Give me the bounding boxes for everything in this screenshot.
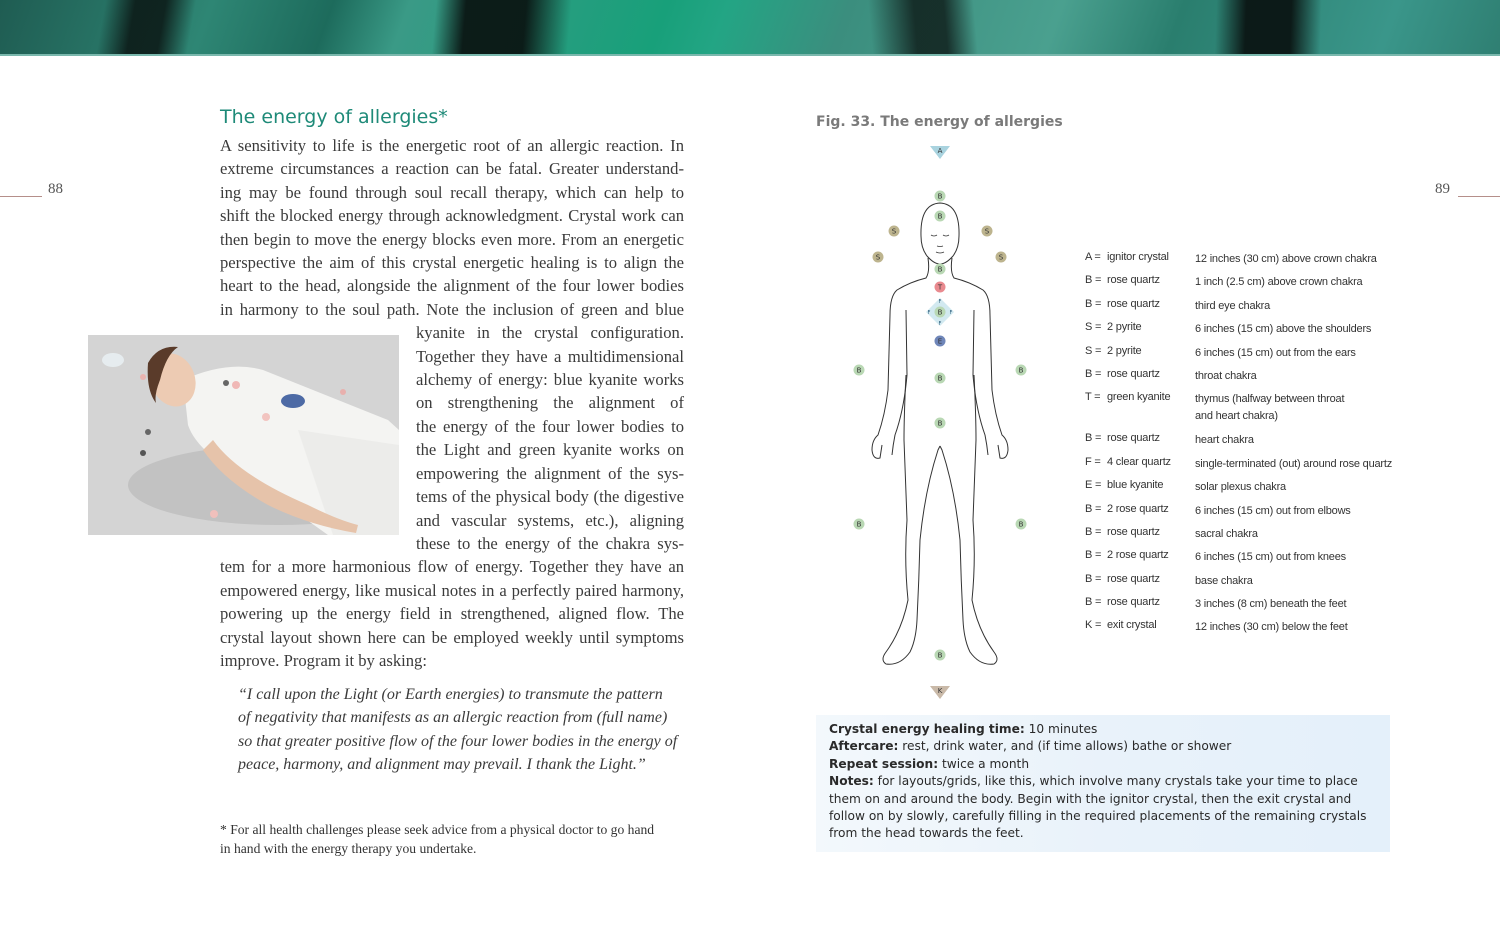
legend-placement: 12 inches (30 cm) above crown chakra bbox=[1195, 253, 1377, 265]
legend-crystal: rose quartz bbox=[1107, 297, 1160, 310]
legend-row bbox=[1085, 298, 1395, 321]
legend-placement: 1 inch (2.5 cm) above crown chakra bbox=[1195, 276, 1363, 289]
svg-text:S: S bbox=[998, 253, 1004, 262]
crystal-legend bbox=[1085, 251, 1395, 643]
notes-label: Notes: bbox=[829, 774, 874, 789]
legend-placement: heart chakra bbox=[1195, 434, 1254, 447]
rose-quartz-marker bbox=[1016, 365, 1027, 376]
legend-key: K = bbox=[1085, 619, 1102, 632]
legend-crystal: 2 pyrite bbox=[1107, 321, 1142, 334]
body-line: ing may be found through soul recall therapy, which can help to bbox=[220, 182, 684, 202]
legend-row bbox=[1085, 619, 1395, 642]
legend-crystal: 4 clear quartz bbox=[1107, 455, 1171, 468]
legend-placement: 6 inches (15 cm) out from the ears bbox=[1195, 346, 1356, 359]
svg-text:B: B bbox=[937, 651, 943, 660]
svg-text:B: B bbox=[937, 212, 943, 221]
healing-time-label: Crystal energy healing time: bbox=[829, 722, 1025, 736]
quote-line: so that greater positive flow of the four lower bodies in the energy of bbox=[238, 732, 678, 750]
svg-text:B: B bbox=[937, 192, 943, 201]
legend-row bbox=[1085, 321, 1395, 344]
legend-row bbox=[1085, 456, 1395, 479]
legend-key: B = bbox=[1085, 549, 1102, 562]
crystal-markers bbox=[854, 146, 1027, 699]
legend-placement: 3 inches (8 cm) beneath the feet bbox=[1195, 598, 1347, 611]
healing-time-value: 10 minutes bbox=[1024, 722, 1098, 736]
legend-crystal: 2 pyrite bbox=[1107, 344, 1142, 357]
pyrite-marker bbox=[889, 226, 900, 237]
rose-quartz-marker bbox=[935, 650, 946, 661]
svg-text:K: K bbox=[937, 687, 943, 695]
legend-key: T = bbox=[1085, 391, 1101, 404]
notes-value: for layouts/grids, like this, which involve many crystals take your time to place them on and around the body. Begin with the ignitor crystal, then the exit crystal and follow on by slowly, carefully filling in the required placements of the remaining crystals from the head towards the feet. bbox=[829, 774, 1367, 841]
body-line: the Light and green kyanite works on bbox=[416, 440, 684, 460]
legend-row bbox=[1085, 526, 1395, 549]
legend-row bbox=[1085, 345, 1395, 368]
svg-text:B: B bbox=[856, 366, 862, 375]
body-line: on strengthening the alignment of bbox=[416, 393, 684, 413]
legend-crystal: 2 rose quartz bbox=[1107, 502, 1169, 515]
quote-line: peace, harmony, and alignment may prevail. I thank the Light.” bbox=[238, 756, 646, 774]
legend-crystal: rose quartz bbox=[1107, 274, 1160, 287]
svg-text:B: B bbox=[856, 520, 862, 529]
body-line: extreme circumstances a reaction can be fatal. Greater understand- bbox=[220, 159, 684, 179]
clear-quartz-marker: F bbox=[938, 321, 942, 327]
svg-text:S: S bbox=[875, 253, 881, 262]
repeat-value: twice a month bbox=[938, 756, 1030, 771]
legend-key: E = bbox=[1085, 479, 1102, 492]
page-number-right: 89 bbox=[1435, 181, 1450, 197]
legend-placement: 6 inches (15 cm) out from elbows bbox=[1195, 504, 1351, 517]
aftercare bbox=[829, 738, 1390, 755]
legend-key: B = bbox=[1085, 432, 1102, 445]
body-line: in harmony to the soul path. Note the inclusion of green and blue bbox=[220, 299, 684, 319]
folio-rule-left bbox=[0, 196, 42, 197]
svg-text:A: A bbox=[937, 147, 943, 155]
rose-quartz-marker bbox=[935, 211, 946, 222]
ignitor-crystal-marker bbox=[930, 146, 950, 159]
malachite-banner bbox=[0, 0, 1500, 56]
body-line: improve. Program it by asking: bbox=[220, 650, 427, 670]
legend-crystal: rose quartz bbox=[1107, 432, 1160, 445]
body-line: tem for a more harmonious flow of energy. Together they have an bbox=[220, 557, 684, 577]
legend-crystal: rose quartz bbox=[1107, 596, 1160, 609]
body-line: and vascular systems, etc.), aligning bbox=[416, 510, 684, 530]
legend-row bbox=[1085, 274, 1395, 297]
repeat-session bbox=[829, 756, 1390, 773]
footnote bbox=[220, 820, 690, 858]
legend-row bbox=[1085, 391, 1395, 432]
figure-title: Fig. 33. The energy of allergies bbox=[816, 114, 1063, 130]
legend-crystal: rose quartz bbox=[1107, 367, 1160, 380]
legend-row bbox=[1085, 573, 1395, 596]
legend-key: B = bbox=[1085, 596, 1102, 609]
legend-crystal: exit crystal bbox=[1107, 619, 1157, 632]
affirmation-quote bbox=[238, 683, 678, 777]
legend-placement: base chakra bbox=[1195, 574, 1253, 587]
legend-placement: thymus (halfway between throat and heart chakra) bbox=[1195, 393, 1345, 423]
legend-key: B = bbox=[1085, 274, 1102, 287]
legend-placement: throat chakra bbox=[1195, 369, 1257, 382]
legend-key: S = bbox=[1085, 321, 1102, 334]
body-line: kyanite in the crystal configuration. bbox=[416, 323, 684, 343]
svg-text:B: B bbox=[937, 374, 943, 383]
body-line: heart to the head, alongside the alignment of the four lower bodies bbox=[220, 276, 684, 296]
body-line: perspective the aim of this crystal energetic healing is to align the bbox=[220, 253, 684, 273]
svg-text:S: S bbox=[891, 227, 897, 236]
crystal-layout-diagram bbox=[820, 140, 1060, 710]
footnote-line: in hand with the energy therapy you undertake. bbox=[220, 841, 477, 856]
session-info-box bbox=[816, 715, 1390, 852]
body-line: crystal layout shown here can be employed weekly until symptoms bbox=[220, 627, 684, 647]
svg-text:B: B bbox=[1018, 366, 1024, 375]
body-line: tems of the physical body (the digestive bbox=[416, 487, 684, 507]
legend-key: B = bbox=[1085, 525, 1102, 538]
legend-key: B = bbox=[1085, 572, 1102, 585]
pyrite-marker bbox=[873, 252, 884, 263]
clear-quartz-marker: F bbox=[938, 299, 942, 305]
legend-crystal: green kyanite bbox=[1107, 391, 1171, 404]
legend-row bbox=[1085, 479, 1395, 502]
legend-row bbox=[1085, 596, 1395, 619]
pyrite-marker bbox=[982, 226, 993, 237]
rose-quartz-marker bbox=[935, 191, 946, 202]
photo-illustration bbox=[88, 335, 399, 535]
exit-crystal-marker bbox=[930, 686, 950, 699]
footnote-line: * For all health challenges please seek advice from a physical doctor to go hand bbox=[220, 822, 655, 837]
legend-placement: 6 inches (15 cm) out from knees bbox=[1195, 551, 1346, 564]
legend-key: B = bbox=[1085, 297, 1102, 310]
body-line: alchemy of energy: blue kyanite works bbox=[416, 370, 684, 390]
legend-key: B = bbox=[1085, 367, 1102, 380]
rose-quartz-marker bbox=[854, 365, 865, 376]
body-line: empowered energy, like musical notes in a perfectly paired harmony, bbox=[220, 580, 684, 600]
legend-placement: 6 inches (15 cm) above the shoulders bbox=[1195, 323, 1372, 336]
legend-placement: sacral chakra bbox=[1195, 527, 1258, 540]
legend-placement: 12 inches (30 cm) below the feet bbox=[1195, 621, 1348, 634]
quote-line: “I call upon the Light (or Earth energies) to transmute the pattern bbox=[238, 686, 663, 703]
legend-row bbox=[1085, 432, 1395, 455]
legend-crystal: rose quartz bbox=[1107, 572, 1160, 585]
pyrite-marker bbox=[996, 252, 1007, 263]
section-heading: The energy of allergies* bbox=[220, 106, 448, 128]
rose-quartz-marker bbox=[1016, 519, 1027, 530]
body-line: empowering the alignment of the sys- bbox=[416, 463, 684, 483]
notes bbox=[829, 773, 1374, 843]
legend-row bbox=[1085, 368, 1395, 391]
healing-time bbox=[829, 721, 1390, 738]
clear-quartz-marker: F bbox=[949, 310, 953, 316]
svg-text:S: S bbox=[984, 227, 990, 236]
legend-row bbox=[1085, 503, 1395, 526]
svg-text:B: B bbox=[1018, 520, 1024, 529]
legend-crystal: blue kyanite bbox=[1107, 479, 1164, 492]
legend-crystal: 2 rose quartz bbox=[1107, 549, 1169, 562]
blue-kyanite-marker bbox=[935, 336, 946, 347]
legend-key: A = bbox=[1085, 251, 1101, 263]
svg-text:T: T bbox=[937, 283, 943, 292]
legend-placement: single-terminated (out) around rose quartz bbox=[1195, 457, 1393, 470]
quote-line: of negativity that manifests as an allergic reaction from (full name) bbox=[238, 709, 668, 727]
legend-key: B = bbox=[1085, 502, 1102, 515]
legend-key: S = bbox=[1085, 344, 1102, 357]
body-line: then begin to move the energy blocks even more. From an energetic bbox=[220, 229, 684, 249]
legend-placement: solar plexus chakra bbox=[1195, 481, 1286, 494]
legend-row bbox=[1085, 251, 1395, 274]
body-line: shift the blocked energy through acknowledgment. Crystal work can bbox=[220, 206, 684, 226]
body-line: Together they have a multidimensional bbox=[416, 346, 684, 366]
svg-text:E: E bbox=[937, 337, 943, 346]
aftercare-value: rest, drink water, and (if time allows) bathe or shower bbox=[898, 739, 1232, 754]
page-number-left: 88 bbox=[48, 181, 63, 197]
body-line: the energy of the four lower bodies to bbox=[416, 416, 684, 436]
repeat-label: Repeat session: bbox=[829, 756, 939, 771]
green-kyanite-marker bbox=[935, 282, 946, 293]
svg-text:B: B bbox=[937, 419, 943, 428]
body-line: A sensitivity to life is the energetic root of an allergic reaction. In bbox=[220, 136, 684, 155]
legend-key: F = bbox=[1085, 455, 1101, 468]
rose-quartz-marker bbox=[935, 264, 946, 275]
legend-placement: third eye chakra bbox=[1195, 299, 1271, 312]
aftercare-label: Aftercare: bbox=[829, 739, 899, 754]
svg-text:B: B bbox=[937, 308, 943, 317]
rose-quartz-marker bbox=[935, 418, 946, 429]
legend-row bbox=[1085, 549, 1395, 572]
folio-rule-right bbox=[1458, 196, 1500, 197]
rose-quartz-marker bbox=[854, 519, 865, 530]
legend-crystal: rose quartz bbox=[1107, 525, 1160, 538]
body-line: powering up the energy field in strengthened, aligned flow. The bbox=[220, 604, 684, 624]
clear-quartz-marker: F bbox=[927, 310, 931, 316]
crystal-layout-photo bbox=[88, 335, 399, 535]
svg-text:B: B bbox=[937, 265, 943, 274]
body-line: these to the energy of the chakra sys- bbox=[416, 533, 684, 553]
legend-crystal: ignitor crystal bbox=[1107, 251, 1169, 263]
rose-quartz-marker bbox=[935, 307, 946, 318]
rose-quartz-marker bbox=[935, 373, 946, 384]
